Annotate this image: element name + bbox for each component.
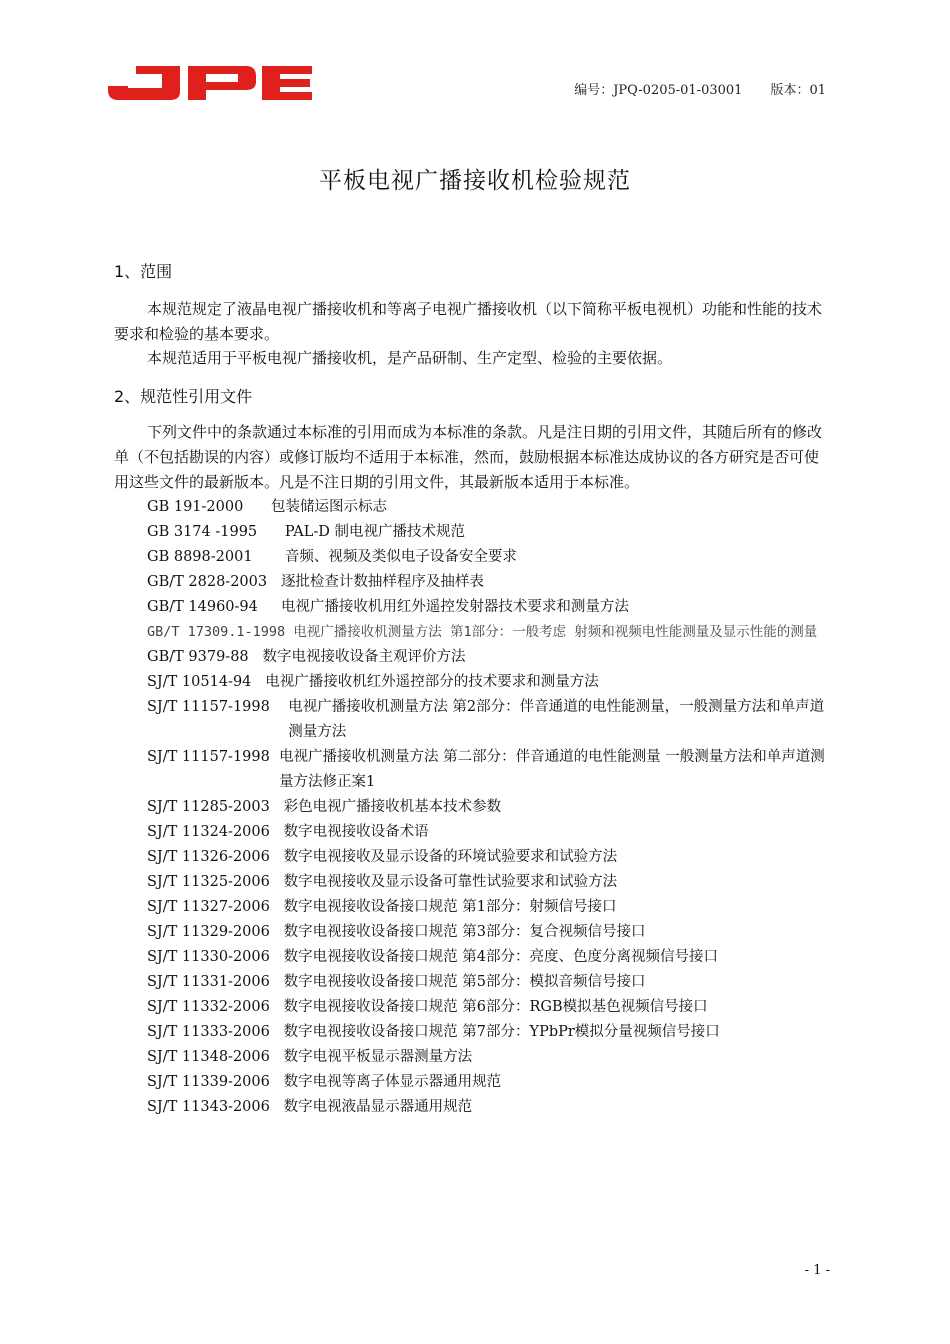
reference-title: 数字电视接收设备接口规范 第7部分：YPbPr模拟分量视频信号接口 <box>283 1024 720 1040</box>
reference-item <box>147 545 835 570</box>
reference-code: GB/T 14960-94 <box>147 599 281 615</box>
reference-title: 数字电视接收设备接口规范 第1部分：射频信号接口 <box>283 899 617 915</box>
page-title: 平板电视广播接收机检验规范 <box>319 168 631 194</box>
reference-item <box>147 795 835 820</box>
reference-title: 电视广播接收机测量方法 第二部分：伴音通道的电性能测量 一般测量方法和单声道测量方法修正案1 <box>279 749 825 790</box>
section-2-heading: 2、规范性引用文件 <box>114 387 253 406</box>
reference-code: SJ/T 11331-2006 <box>147 974 284 990</box>
reference-code: SJ/T 11285-2003 <box>147 799 284 815</box>
reference-item <box>147 895 835 920</box>
reference-code: GB 191-2000 <box>147 499 271 515</box>
reference-item <box>147 870 835 895</box>
reference-item <box>147 845 835 870</box>
reference-title: 电视广播接收机测量方法 第1部分：一般考虑 射频和视频电性能测量及显示性能的测量 <box>293 624 818 640</box>
reference-item <box>147 745 835 795</box>
reference-code: SJ/T 10514-94 <box>147 674 266 690</box>
reference-item <box>147 495 835 520</box>
section-1-paragraph-1: 本规范规定了液晶电视广播接收机和等离子电视广播接收机（以下简称平板电视机）功能和性能的技术要求和检验的基本要求。 <box>114 300 823 343</box>
reference-title: 电视广播接收机测量方法 第2部分：伴音通道的电性能测量，一般测量方法和单声道测量方法 <box>288 699 825 740</box>
reference-code: GB/T 9379-88 <box>147 649 263 665</box>
version-number: 版本：01 <box>770 83 826 98</box>
reference-item <box>147 1095 835 1120</box>
reference-title: 数字电视接收设备接口规范 第5部分：模拟音频信号接口 <box>283 974 646 990</box>
reference-item <box>147 970 835 995</box>
reference-code: SJ/T 11327-2006 <box>147 899 284 915</box>
reference-title: 彩色电视广播接收机基本技术参数 <box>283 799 502 815</box>
reference-title: 数字电视接收及显示设备的环境试验要求和试验方法 <box>283 849 618 865</box>
reference-title: 数字电视接收设备接口规范 第3部分：复合视频信号接口 <box>283 924 646 940</box>
reference-code: GB 3174 -1995 <box>147 524 285 540</box>
reference-title: 数字电视接收设备术语 <box>283 824 429 840</box>
reference-title: 数字电视等离子体显示器通用规范 <box>283 1074 502 1090</box>
reference-item <box>147 645 835 670</box>
reference-item <box>147 1020 835 1045</box>
document-number-line <box>574 79 826 98</box>
reference-title: 数字电视接收及显示设备可靠性试验要求和试验方法 <box>283 874 618 890</box>
reference-title: 数字电视平板显示器测量方法 <box>283 1049 473 1065</box>
section-1-heading: 1、范围 <box>114 262 173 281</box>
page-number: - 1 - <box>804 1263 830 1278</box>
reference-code: SJ/T 11332-2006 <box>147 999 284 1015</box>
reference-code: SJ/T 11326-2006 <box>147 849 284 865</box>
reference-code: SJ/T 11325-2006 <box>147 874 284 890</box>
reference-item <box>147 570 835 595</box>
reference-code: SJ/T 11157-1998 <box>147 749 280 765</box>
reference-item <box>147 695 835 745</box>
reference-title: 电视广播接收机红外遥控部分的技术要求和测量方法 <box>265 674 599 690</box>
reference-item <box>147 595 835 620</box>
reference-code: SJ/T 11343-2006 <box>147 1099 284 1115</box>
reference-code: SJ/T 11333-2006 <box>147 1024 284 1040</box>
reference-title: 音频、视频及类似电子设备安全要求 <box>284 549 517 565</box>
reference-item <box>147 1045 835 1070</box>
reference-code: SJ/T 11157-1998 <box>147 699 289 715</box>
reference-list <box>147 495 835 1120</box>
reference-item <box>147 920 835 945</box>
section-2-paragraph-1: 下列文件中的条款通过本标准的引用而成为本标准的条款。凡是注日期的引用文件，其随后所有的修改单（不包括勘误的内容）或修订版均不适用于本标准，然而，鼓励根据本标准达成协议的各方研究是否可使用这些文件的最新版本。凡是不注日期的引用文件，其最新版本适用于本标准。 <box>114 423 823 491</box>
reference-item <box>147 945 835 970</box>
reference-item <box>147 820 835 845</box>
reference-item <box>147 995 835 1020</box>
reference-title: PAL-D 制电视广播技术规范 <box>284 524 465 540</box>
reference-title: 数字电视接收设备接口规范 第6部分：RGB模拟基色视频信号接口 <box>283 999 708 1015</box>
reference-code: GB/T 2828-2003 <box>147 574 281 590</box>
reference-item <box>147 1070 835 1095</box>
document-number: 编号：JPQ-0205-01-03001 <box>574 83 743 98</box>
reference-code: SJ/T 11330-2006 <box>147 949 284 965</box>
reference-code: GB/T 17309.1-1998 <box>147 624 294 640</box>
reference-title: 数字电视接收设备接口规范 第4部分：亮度、色度分离视频信号接口 <box>283 949 719 965</box>
reference-code: GB 8898-2001 <box>147 549 285 565</box>
section-1-paragraph-2: 本规范适用于平板电视广播接收机，是产品研制、生产定型、检验的主要依据。 <box>147 349 673 367</box>
reference-code: SJ/T 11324-2006 <box>147 824 284 840</box>
reference-code: SJ/T 11348-2006 <box>147 1049 284 1065</box>
reference-item <box>147 620 835 645</box>
reference-title: 数字电视液晶显示器通用规范 <box>283 1099 473 1115</box>
reference-code: SJ/T 11329-2006 <box>147 924 284 940</box>
reference-item <box>147 670 835 695</box>
jpe-logo <box>108 66 312 100</box>
reference-title: 电视广播接收机用红外遥控发射器技术要求和测量方法 <box>280 599 629 615</box>
reference-title: 数字电视接收设备主观评价方法 <box>262 649 466 665</box>
reference-item <box>147 520 835 545</box>
reference-title: 逐批检查计数抽样程序及抽样表 <box>280 574 484 590</box>
reference-title: 包装储运图示标志 <box>270 499 387 515</box>
reference-code: SJ/T 11339-2006 <box>147 1074 284 1090</box>
